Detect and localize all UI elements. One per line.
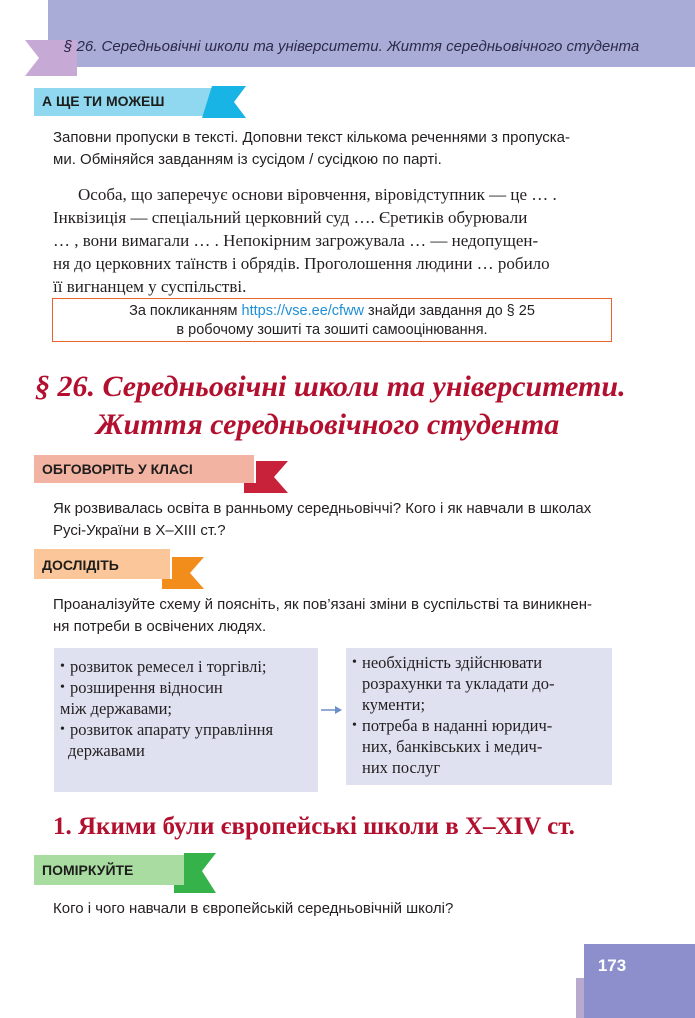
running-title: § 26. Середньовічні школи та університети. Життя середньовічного студента	[64, 38, 640, 55]
think-label: ПОМІРКУЙТЕ	[42, 862, 134, 878]
discuss-line: Русі-України в X–XIII ст.?	[53, 522, 226, 539]
gap-fill-passage	[53, 183, 625, 298]
think-ribbon	[34, 853, 216, 893]
extra-task-instruction	[53, 127, 623, 171]
section-title-line1: § 26. Середньовічні школи та університети.	[35, 370, 626, 403]
link-text-after: знайди завдання до § 25	[368, 303, 535, 319]
passage-line: … , вони вимагали … . Непокірним загрожувала … — недопущен-	[53, 231, 539, 250]
explore-task	[53, 594, 643, 638]
passage-line: її вигнанцем у суспільстві.	[53, 277, 247, 296]
link-text-line2: в робочому зошиті та зошиті самооцінювання.	[176, 322, 488, 338]
question-heading: 1. Якими були європейські школи в X–XIV ст.	[53, 813, 575, 840]
discuss-question	[53, 498, 643, 542]
scheme-left-item: • розвиток ремесел і торгівлі;	[60, 656, 312, 677]
extra-task-label: А ЩЕ ТИ МОЖЕШ	[42, 93, 165, 109]
instruction-line: Заповни пропуски в тексті. Доповни текст кількома реченнями з пропуска-	[53, 129, 571, 146]
discuss-ribbon	[34, 455, 288, 493]
header-band	[48, 0, 695, 67]
explore-ribbon	[34, 549, 204, 589]
explore-label: ДОСЛІДІТЬ	[42, 557, 119, 573]
explore-line: ня потреби в освічених людях.	[53, 618, 267, 635]
scheme-left-box	[54, 648, 318, 792]
discuss-line: Як розвивалась освіта в ранньому середньовіччі? Кого і як навчали в школах	[53, 500, 592, 517]
online-task-link[interactable]: https://vse.ee/cfww	[241, 303, 365, 319]
scheme-right-box	[346, 648, 612, 785]
scheme-right-item: • потреба в наданні юридич- них, банківських і медич- них послуг	[352, 715, 606, 778]
scheme-left-item: • розвиток апарату управління державами	[60, 719, 312, 761]
arrow-right-icon	[321, 704, 343, 716]
explore-line: Проаналізуйте схему й поясніть, як пов’язані зміни в суспільстві та виникнен-	[53, 596, 593, 613]
passage-line: ня до церковних таїнств і обрядів. Проголошення людини … робило	[53, 254, 550, 273]
scheme-right-item: • необхідність здійснювати розрахунки та укладати до- кументи;	[352, 652, 606, 715]
think-question: Кого і чого навчали в європейській середньовічній школі?	[53, 900, 454, 917]
page-number: 173	[597, 956, 627, 975]
passage-line: Особа, що заперечує основи віровчення, віровідступник — це … .	[78, 185, 557, 204]
scheme-left-item: • розширення відносин між державами;	[60, 677, 312, 719]
discuss-label: ОБГОВОРІТЬ У КЛАСІ	[42, 461, 193, 477]
instruction-line: ми. Обміняйся завданням із сусідом / сусідкою по парті.	[53, 151, 442, 168]
passage-line: Інквізиція — спеціальний церковний суд …. Єретиків обурювали	[53, 208, 528, 227]
link-text-before: За покликанням	[129, 303, 238, 319]
extra-task-ribbon	[34, 86, 246, 118]
online-link-box	[52, 298, 612, 342]
section-title-line2: Життя середньовічного студента	[96, 408, 560, 441]
